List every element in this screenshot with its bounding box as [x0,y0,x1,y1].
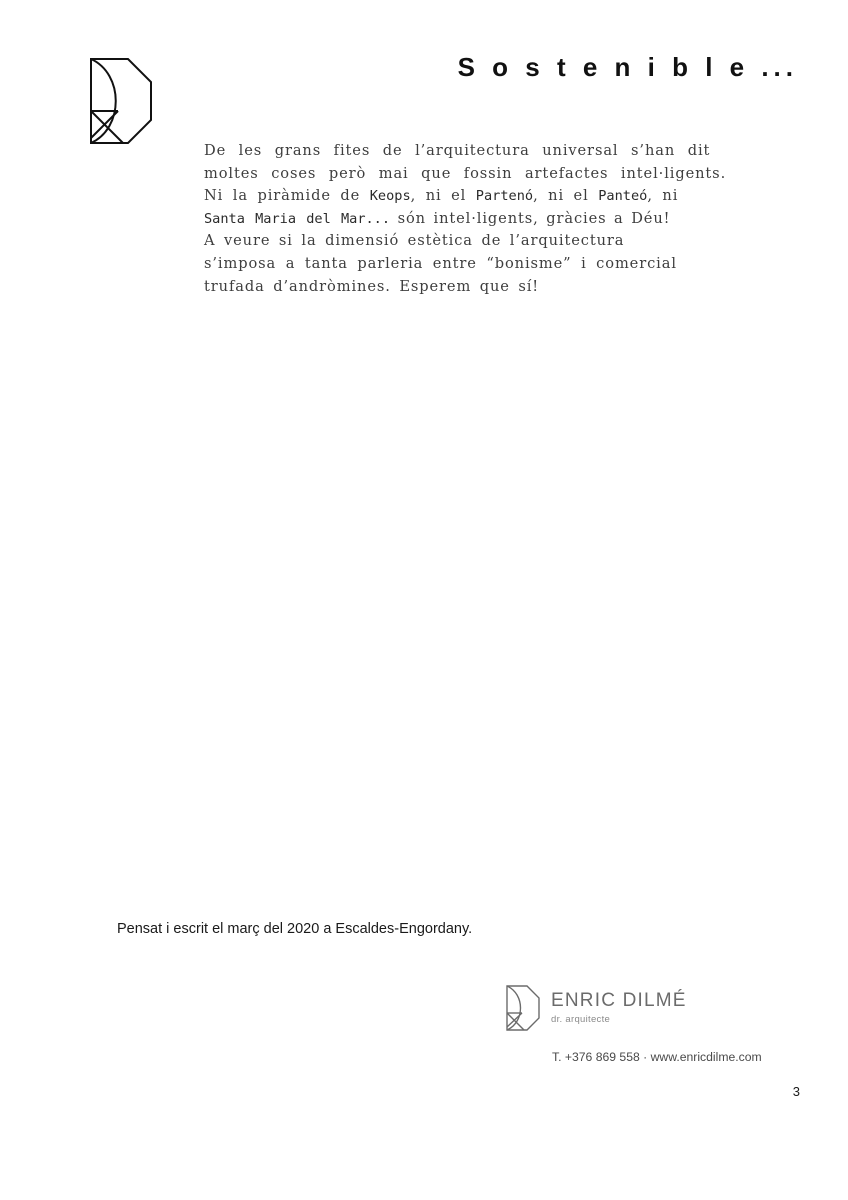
body-line-3-part-4: , ni [647,187,679,205]
body-line-3-part-2: , ni el [410,187,476,205]
header-logo [88,56,154,146]
body-line-6: s’imposa a tanta parleria entre “bonisme” i comercial [204,254,677,272]
footer-role: dr. arquitecte [551,1014,611,1026]
footer-contact: T. +376 869 558 · www.enricdilme.com [552,1050,762,1064]
body-line-1: De les grans fites de l’arquitectura universal s’han dit [204,142,711,159]
footer-logo [505,984,541,1032]
page-number: 3 [792,1084,800,1099]
page-title: S o s t e n i b l e ... [457,52,798,82]
closing-note: Pensat i escrit el març del 2020 a Escaldes-Engordany. [117,921,473,937]
body-text-block [204,140,790,298]
emphasis-panteo: Panteó [598,188,648,205]
body-line-2: moltes coses però mai que fossin artefactes intel·ligents. [204,164,727,182]
emphasis-santa-maria-del-mar: Santa Maria del Mar... [204,210,391,227]
body-line-4-part-2: són intel·ligents, gràcies a Déu! [390,209,671,227]
footer-brand: ENRIC DILMÉ [551,990,687,1012]
body-line-7: trufada d’andròmines. Esperem que sí! [204,277,540,295]
body-line-3-part-1: Ni la piràmide de [204,187,370,205]
body-line-4 [204,208,790,231]
footer-signature [505,984,687,1032]
footer-name-block [551,991,687,1025]
emphasis-keops: Keops [369,188,411,205]
body-line-3-part-3: , ni el [533,187,599,205]
body-line-5: A veure si la dimensió estètica de l’arquitectura [204,232,625,250]
emphasis-parteno: Partenó [475,188,534,205]
body-line-3 [204,185,790,208]
